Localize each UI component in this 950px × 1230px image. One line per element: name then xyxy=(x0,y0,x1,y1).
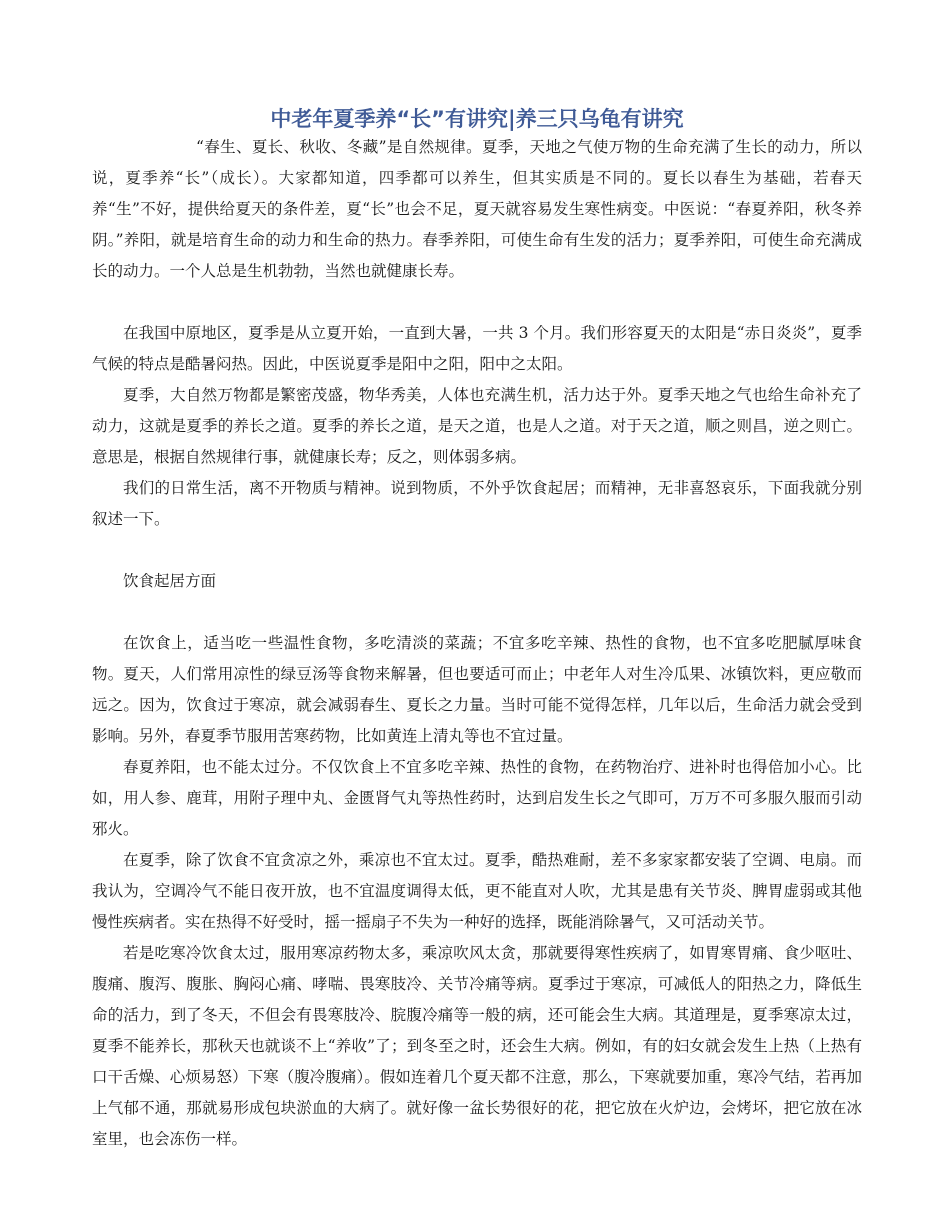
paragraph-cooling: 在夏季，除了饮食不宜贪凉之外，乘凉也不宜太过。夏季，酷热难耐，差不多家家都安装了空调、电扇。而我认为，空调冷气不能日夜开放，也不宜温度调得太低，更不能直对人吹，尤其是患有关节炎、脾胃虚弱或其他慢性疾病者。实在热得不好受时，摇一摇扇子不失为一种好的选择，既能消除暑气，又可活动关节。 xyxy=(92,851,862,931)
blank-line xyxy=(92,597,862,628)
paragraph-nourish-yang: 春夏养阳，也不能太过分。不仅饮食上不宜多吃辛辣、热性的食物，在药物治疗、进补时也得倍加小心。比如，用人参、鹿茸，用附子理中丸、金匮肾气丸等热性药时，达到启发生长之气即可，万万不可多服久服而引动邪火。 xyxy=(92,758,862,838)
blank-line xyxy=(92,535,862,566)
paragraph-summer-nature: 夏季，大自然万物都是繁密茂盛，物华秀美，人体也充满生机，活力达于外。夏季天地之气也给生命补充了动力，这就是夏季的养长之道。夏季的养长之道，是天之道，也是人之道。对于天之道，顺之则昌，逆之则亡。意思是，根据自然规律行事，就健康长寿；反之，则体弱多病。 xyxy=(92,386,862,466)
paragraph-cold-diseases: 若是吃寒冷饮食太过，服用寒凉药物太多，乘凉吹风太贪，那就要得寒性疾病了，如胃寒胃痛、食少呕吐、腹痛、腹泻、腹胀、胸闷心痛、哮喘、畏寒肢冷、关节冷痛等病。夏季过于寒凉，可减低人的阳热之力，降低生命的活力，到了冬天，不但会有畏寒肢冷、脘腹冷痛等一般的病，还可能会生大病。其道理是，夏季寒凉太过，夏季不能养长，那秋天也就谈不上“养收”了；到冬至之时，还会生大病。例如，有的妇女就会发生上热（上热有口干舌燥、心烦易怒）下寒（腹冷腹痛）。假如连着几个夏天都不注意，那么，下寒就要加重，寒冷气结，若再加上气郁不通，那就易形成包块淤血的大病了。就好像一盆长势很好的花，把它放在火炉边，会烤坏，把它放在冰室里，也会冻伤一样。 xyxy=(92,944,862,1148)
paragraph-intro: “春生、夏长、秋收、冬藏”是自然规律。夏季，天地之气使万物的生命充满了生长的动力，所以说，夏季养“长”（成长）。大家都知道，四季都可以养生，但其实质是不同的。夏长以春生为基础，若春天养“生”不好，提供给夏天的条件差，夏“长”也会不足，夏天就容易发生寒性病变。中医说：“春夏养阳，秋冬养阴。”养阳，就是培育生命的动力和生命的热力。春季养阳，可使生命有生发的活力；夏季养阳，可使生命充满成长的动力。一个人总是生机勃勃，当然也就健康长寿。 xyxy=(92,138,862,280)
section-heading-diet: 饮食起居方面 xyxy=(123,572,217,590)
document-page xyxy=(92,102,862,1155)
paragraph-summer-period: 在我国中原地区，夏季是从立夏开始，一直到大暑，一共 3 个月。我们形容夏天的太阳是“赤日炎炎”，夏季气候的特点是酷暑闷热。因此，中医说夏季是阳中之阳，阳中之太阳。 xyxy=(92,324,862,373)
paragraph-diet: 在饮食上，适当吃一些温性食物，多吃清淡的菜蔬；不宜多吃辛辣、热性的食物，也不宜多吃肥腻厚味食物。夏天，人们常用凉性的绿豆汤等食物来解暑，但也要适可而止；中老年人对生冷瓜果、冰镇饮料，更应敬而远之。因为，饮食过于寒凉，就会减弱春生、夏长之力量。当时可能不觉得怎样，几年以后，生命活力就会受到影响。另外，春夏季节服用苦寒药物，比如黄连上清丸等也不宜过量。 xyxy=(92,634,862,745)
document-title: 中老年夏季养“长”有讲究|养三只乌龟有讲究 xyxy=(270,107,684,131)
paragraph-daily-life: 我们的日常生活，离不开物质与精神。说到物质，不外乎饮食起居；而精神，无非喜怒哀乐，下面我就分别叙述一下。 xyxy=(92,479,862,528)
blank-line xyxy=(92,287,862,318)
